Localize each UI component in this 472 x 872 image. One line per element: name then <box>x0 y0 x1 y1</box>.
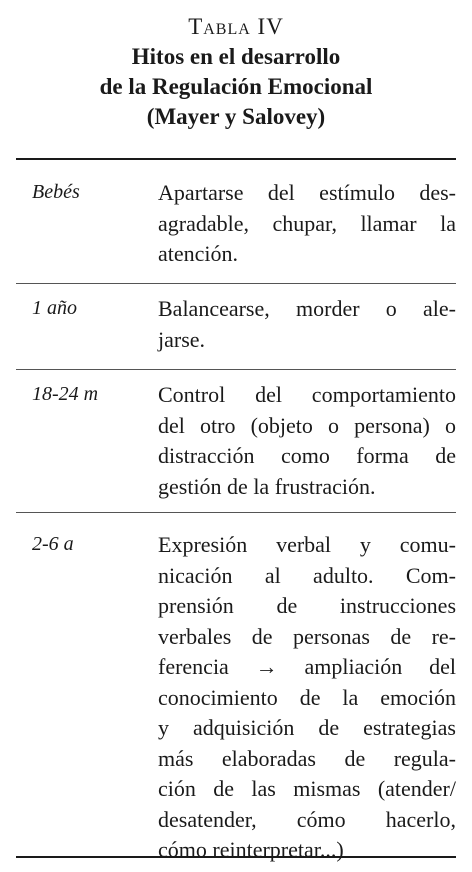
row-description <box>158 178 456 270</box>
description-line: gestión de la frustración. <box>158 473 376 499</box>
row-age-label: Bebés <box>32 181 80 203</box>
description-line: ción de las mismas (atender/ <box>158 776 456 801</box>
description-line: Apartarse del estímulo des- <box>158 180 456 205</box>
description-line: más elaboradas de regula- <box>158 745 456 771</box>
description-line: jarse. <box>158 326 206 352</box>
description-line: prensión de instrucciones <box>158 593 456 618</box>
description-line: del otro (objeto o persona) o <box>158 412 456 438</box>
row-divider <box>16 283 456 284</box>
description-line: ferencia → ampliación del <box>158 654 456 679</box>
description-line: Control del comportamiento <box>158 382 456 407</box>
description-line: cómo reinterpretar...) <box>158 837 344 862</box>
row-divider <box>16 369 456 370</box>
description-line: verbales de personas de re- <box>158 623 456 649</box>
table-label: Tabla IV <box>188 14 284 39</box>
description-line: conocimiento de la emoción <box>158 684 456 710</box>
row-description <box>158 380 456 502</box>
table-title-line-3: (Mayer y Salovey) <box>146 104 326 129</box>
table-title-line-2: de la Regulación Emocional <box>99 74 373 99</box>
row-description <box>158 294 456 355</box>
row-age-label: 18-24 m <box>32 383 99 405</box>
table-bottom-rule <box>16 856 456 858</box>
row-description <box>158 530 456 866</box>
description-line: distracción como forma de <box>158 443 456 468</box>
description-line: Expresión verbal y comu- <box>158 532 456 557</box>
row-age-label: 2-6 a <box>32 533 74 555</box>
description-line: atención. <box>158 241 239 266</box>
description-line: nicación al adulto. Com- <box>158 562 456 588</box>
description-line: y adquisición de estrategias <box>158 715 456 740</box>
row-age-label: 1 año <box>32 297 77 319</box>
description-line: agradable, chupar, llamar la <box>158 210 456 236</box>
table-top-rule <box>16 158 456 160</box>
description-line: desatender, cómo hacerlo, <box>158 806 456 832</box>
table-header <box>0 0 472 132</box>
row-divider <box>16 512 456 513</box>
table-title-line-1: Hitos en el desarrollo <box>131 44 341 69</box>
description-line: Balancearse, morder o ale- <box>158 296 456 321</box>
